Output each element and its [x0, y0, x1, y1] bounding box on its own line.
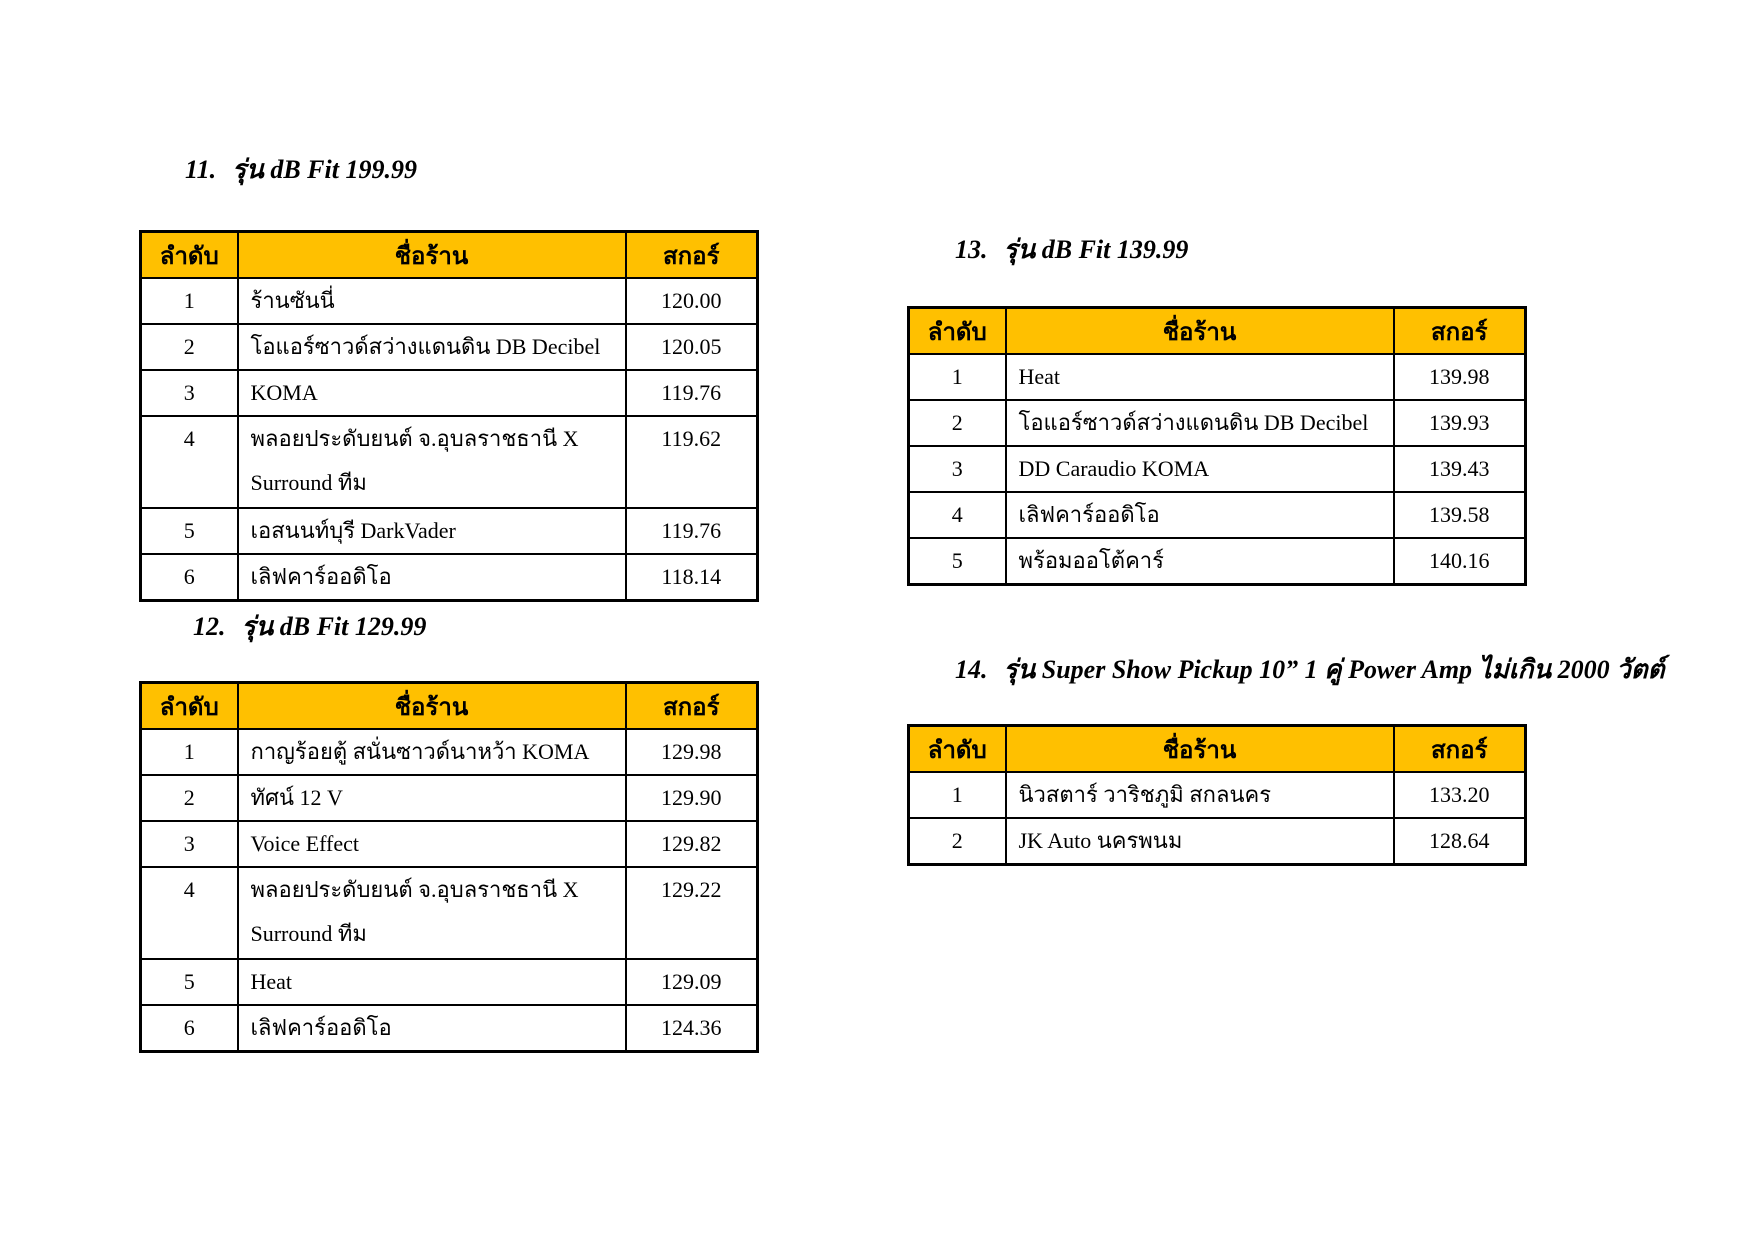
name-cell: โอแอร์ซาวด์สว่างแดนดิน DB Decibel [238, 324, 626, 370]
rank-cell: 5 [909, 538, 1006, 585]
score-cell: 119.62 [626, 416, 758, 508]
name-cell: พร้อมออโต้คาร์ [1006, 538, 1394, 585]
name-cell: Heat [1006, 354, 1394, 400]
section-title-11 [185, 155, 417, 185]
table-row [141, 324, 758, 370]
rank-cell: 2 [141, 775, 238, 821]
rank-cell: 5 [141, 508, 238, 554]
header-shop-name: ชื่อร้าน [1006, 308, 1394, 355]
score-cell: 129.22 [626, 867, 758, 959]
header-rank: ลำดับ [909, 726, 1006, 773]
rank-cell: 3 [141, 370, 238, 416]
table-row [141, 775, 758, 821]
score-table-11 [139, 230, 759, 602]
table-row [141, 508, 758, 554]
header-rank: ลำดับ [141, 232, 238, 279]
table-row [141, 959, 758, 1005]
name-cell: กาญร้อยตู้ สนั่นซาวด์นาหว้า KOMA [238, 729, 626, 775]
section-title-14 [955, 655, 1665, 685]
name-cell: พลอยประดับยนต์ จ.อุบลราชธานี X Surround ทีม [238, 867, 626, 959]
score-cell: 139.43 [1394, 446, 1526, 492]
rank-cell: 2 [909, 400, 1006, 446]
header-row [909, 308, 1526, 355]
section-number: 13. [955, 235, 988, 264]
table-row [141, 278, 758, 324]
section-number: 12. [193, 612, 226, 641]
table-row [909, 772, 1526, 818]
score-table-13 [907, 306, 1527, 586]
section-number: 11. [185, 155, 217, 184]
rank-cell: 1 [909, 772, 1006, 818]
rank-cell: 5 [141, 959, 238, 1005]
table-row [141, 821, 758, 867]
score-table-12 [139, 681, 759, 1053]
score-cell: 118.14 [626, 554, 758, 601]
rank-cell: 6 [141, 554, 238, 601]
table-row [141, 729, 758, 775]
rank-cell: 4 [141, 867, 238, 959]
name-cell: ร้านซันนี่ [238, 278, 626, 324]
score-cell: 124.36 [626, 1005, 758, 1052]
name-cell: เลิฟคาร์ออดิโอ [238, 1005, 626, 1052]
header-row [141, 232, 758, 279]
name-cell: Voice Effect [238, 821, 626, 867]
table-row [141, 554, 758, 601]
score-cell: 129.98 [626, 729, 758, 775]
header-row [141, 683, 758, 730]
header-shop-name: ชื่อร้าน [238, 683, 626, 730]
table-row [141, 370, 758, 416]
rank-cell: 1 [909, 354, 1006, 400]
header-score: สกอร์ [626, 683, 758, 730]
score-cell: 128.64 [1394, 818, 1526, 865]
header-rank: ลำดับ [909, 308, 1006, 355]
score-cell: 139.93 [1394, 400, 1526, 446]
name-cell: เลิฟคาร์ออดิโอ [1006, 492, 1394, 538]
header-shop-name: ชื่อร้าน [238, 232, 626, 279]
table-row [141, 867, 758, 959]
name-cell: โอแอร์ซาวด์สว่างแดนดิน DB Decibel [1006, 400, 1394, 446]
score-cell: 129.09 [626, 959, 758, 1005]
header-score: สกอร์ [1394, 308, 1526, 355]
section-title-13 [955, 235, 1188, 265]
table-row [141, 416, 758, 508]
header-row [909, 726, 1526, 773]
score-cell: 129.82 [626, 821, 758, 867]
name-cell: พลอยประดับยนต์ จ.อุบลราชธานี X Surround ทีม [238, 416, 626, 508]
name-cell: JK Auto นครพนม [1006, 818, 1394, 865]
rank-cell: 3 [141, 821, 238, 867]
score-cell: 119.76 [626, 370, 758, 416]
section-title-text: รุ่น dB Fit 199.99 [232, 155, 417, 184]
score-cell: 133.20 [1394, 772, 1526, 818]
score-cell: 129.90 [626, 775, 758, 821]
header-rank: ลำดับ [141, 683, 238, 730]
score-table-14 [907, 724, 1527, 866]
rank-cell: 2 [909, 818, 1006, 865]
rank-cell: 4 [141, 416, 238, 508]
section-title-text: รุ่น Super Show Pickup 10” 1 คู่ Power Amp ไม่เกิน 2000 วัตต์ [1003, 655, 1665, 684]
rank-cell: 1 [141, 278, 238, 324]
name-cell: นิวสตาร์ วาริชภูมิ สกลนคร [1006, 772, 1394, 818]
score-cell: 139.98 [1394, 354, 1526, 400]
section-number: 14. [955, 655, 988, 684]
name-cell: ทัศน์ 12 V [238, 775, 626, 821]
rank-cell: 3 [909, 446, 1006, 492]
rank-cell: 6 [141, 1005, 238, 1052]
table-row [141, 1005, 758, 1052]
section-title-text: รุ่น dB Fit 129.99 [241, 612, 427, 641]
section-title-12 [193, 612, 426, 642]
score-cell: 140.16 [1394, 538, 1526, 585]
rank-cell: 2 [141, 324, 238, 370]
rank-cell: 1 [141, 729, 238, 775]
table-row [909, 492, 1526, 538]
name-cell: เลิฟคาร์ออดิโอ [238, 554, 626, 601]
rank-cell: 4 [909, 492, 1006, 538]
score-cell: 139.58 [1394, 492, 1526, 538]
header-shop-name: ชื่อร้าน [1006, 726, 1394, 773]
name-cell: เอสนนท์บุรี DarkVader [238, 508, 626, 554]
score-cell: 120.00 [626, 278, 758, 324]
header-score: สกอร์ [1394, 726, 1526, 773]
header-score: สกอร์ [626, 232, 758, 279]
score-cell: 119.76 [626, 508, 758, 554]
table-row [909, 818, 1526, 865]
table-row [909, 538, 1526, 585]
name-cell: Heat [238, 959, 626, 1005]
score-cell: 120.05 [626, 324, 758, 370]
table-row [909, 354, 1526, 400]
name-cell: KOMA [238, 370, 626, 416]
table-row [909, 400, 1526, 446]
table-row [909, 446, 1526, 492]
name-cell: DD Caraudio KOMA [1006, 446, 1394, 492]
section-title-text: รุ่น dB Fit 139.99 [1003, 235, 1189, 264]
